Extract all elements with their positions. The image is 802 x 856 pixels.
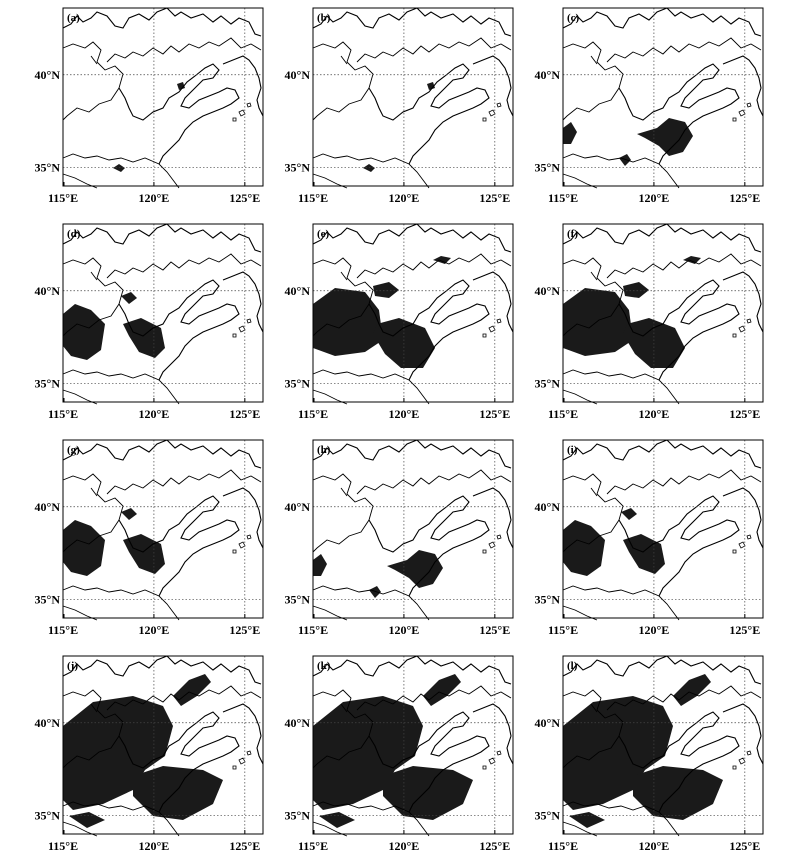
shaded-region [63, 520, 105, 576]
map-panel [35, 224, 263, 421]
longitude-label: 125°E [479, 623, 511, 637]
shaded-region [313, 288, 383, 356]
longitude-label: 115°E [47, 191, 79, 205]
longitude-label: 125°E [729, 839, 761, 853]
panel-label: (l) [567, 660, 578, 672]
latitude-label: 40°N [534, 715, 560, 730]
panels-layer [35, 8, 763, 853]
longitude-label: 125°E [479, 191, 511, 205]
latitude-label: 35°N [534, 592, 560, 607]
longitude-label: 125°E [479, 407, 511, 421]
longitude-label: 120°E [138, 839, 170, 853]
longitude-label: 125°E [479, 839, 511, 853]
latitude-label: 40°N [284, 67, 310, 82]
panel-label: (g) [67, 444, 80, 456]
longitude-label: 115°E [297, 623, 329, 637]
latitude-label: 40°N [34, 67, 60, 82]
shaded-region [633, 766, 723, 820]
map-panel [285, 440, 513, 637]
shaded-region [619, 154, 631, 166]
longitude-label: 115°E [47, 623, 79, 637]
panel-label: (h) [317, 444, 331, 456]
latitude-label: 40°N [284, 715, 310, 730]
shaded-region [423, 674, 461, 706]
latitude-label: 35°N [284, 808, 310, 823]
map-panel [35, 656, 263, 853]
latitude-label: 40°N [34, 283, 60, 298]
shaded-region [133, 766, 223, 820]
longitude-label: 120°E [388, 407, 420, 421]
longitude-label: 125°E [229, 407, 261, 421]
shaded-region [363, 164, 375, 172]
latitude-label: 35°N [34, 592, 60, 607]
longitude-label: 120°E [388, 623, 420, 637]
coastline-basemap [313, 8, 513, 188]
latitude-label: 40°N [34, 715, 60, 730]
latitude-label: 35°N [284, 160, 310, 175]
shaded-region [383, 766, 473, 820]
latitude-label: 35°N [34, 808, 60, 823]
latitude-label: 40°N [534, 499, 560, 514]
map-panel [535, 8, 763, 205]
longitude-label: 115°E [297, 839, 329, 853]
map-panel [35, 440, 263, 637]
longitude-label: 120°E [638, 407, 670, 421]
longitude-label: 115°E [47, 407, 79, 421]
latitude-label: 35°N [34, 376, 60, 391]
shaded-region [387, 550, 443, 588]
longitude-label: 120°E [138, 623, 170, 637]
panel-label: (i) [567, 444, 578, 456]
shaded-region [121, 292, 137, 304]
longitude-label: 120°E [138, 191, 170, 205]
latitude-label: 40°N [534, 67, 560, 82]
longitude-label: 125°E [729, 407, 761, 421]
latitude-label: 35°N [534, 160, 560, 175]
shaded-region [63, 304, 105, 360]
shaded-region [173, 674, 211, 706]
panel-label: (c) [567, 12, 580, 24]
panel-frame [313, 440, 513, 618]
longitude-label: 125°E [229, 191, 261, 205]
longitude-label: 115°E [297, 407, 329, 421]
coastline-basemap [563, 8, 763, 188]
longitude-label: 120°E [638, 191, 670, 205]
shaded-region [563, 122, 577, 144]
longitude-label: 115°E [297, 191, 329, 205]
longitude-label: 120°E [138, 407, 170, 421]
latitude-label: 35°N [34, 160, 60, 175]
panel-label: (k) [317, 660, 331, 672]
longitude-label: 115°E [547, 191, 579, 205]
panel-frame [313, 8, 513, 186]
latitude-label: 35°N [284, 376, 310, 391]
shaded-region [113, 164, 125, 172]
latitude-label: 40°N [534, 283, 560, 298]
longitude-label: 120°E [638, 623, 670, 637]
longitude-label: 125°E [229, 623, 261, 637]
coastline-basemap [313, 440, 513, 620]
shaded-region [673, 674, 711, 706]
coastline-basemap [63, 8, 263, 188]
shaded-region [373, 282, 399, 298]
latitude-label: 35°N [534, 808, 560, 823]
longitude-label: 115°E [547, 623, 579, 637]
shaded-region [623, 282, 649, 298]
map-panel [285, 224, 513, 421]
longitude-label: 115°E [547, 407, 579, 421]
latitude-label: 40°N [284, 499, 310, 514]
shaded-region [621, 508, 637, 520]
panel-frame [563, 8, 763, 186]
panel-label: (j) [67, 660, 78, 672]
panel-label: (f) [567, 228, 578, 240]
shaded-region [563, 520, 605, 576]
longitude-label: 120°E [388, 839, 420, 853]
panel-label: (e) [317, 228, 330, 240]
longitude-label: 125°E [729, 191, 761, 205]
longitude-label: 120°E [388, 191, 420, 205]
shaded-region [563, 288, 633, 356]
shaded-region [369, 586, 381, 598]
panel-label: (a) [67, 12, 80, 24]
shaded-region [637, 118, 693, 156]
map-panel [285, 8, 513, 205]
shaded-region [121, 508, 137, 520]
latitude-label: 35°N [534, 376, 560, 391]
map-panel [35, 8, 263, 205]
longitude-label: 120°E [638, 839, 670, 853]
latitude-label: 35°N [284, 592, 310, 607]
latitude-label: 40°N [284, 283, 310, 298]
longitude-label: 125°E [229, 839, 261, 853]
panel-label: (b) [317, 12, 331, 24]
map-panel [285, 656, 513, 853]
longitude-label: 115°E [47, 839, 79, 853]
map-panel [535, 656, 763, 853]
longitude-label: 125°E [729, 623, 761, 637]
map-panel [535, 224, 763, 421]
map-panel [535, 440, 763, 637]
latitude-label: 40°N [34, 499, 60, 514]
panel-label: (d) [67, 228, 81, 240]
panel-frame [63, 8, 263, 186]
longitude-label: 115°E [547, 839, 579, 853]
shaded-region [313, 554, 327, 576]
